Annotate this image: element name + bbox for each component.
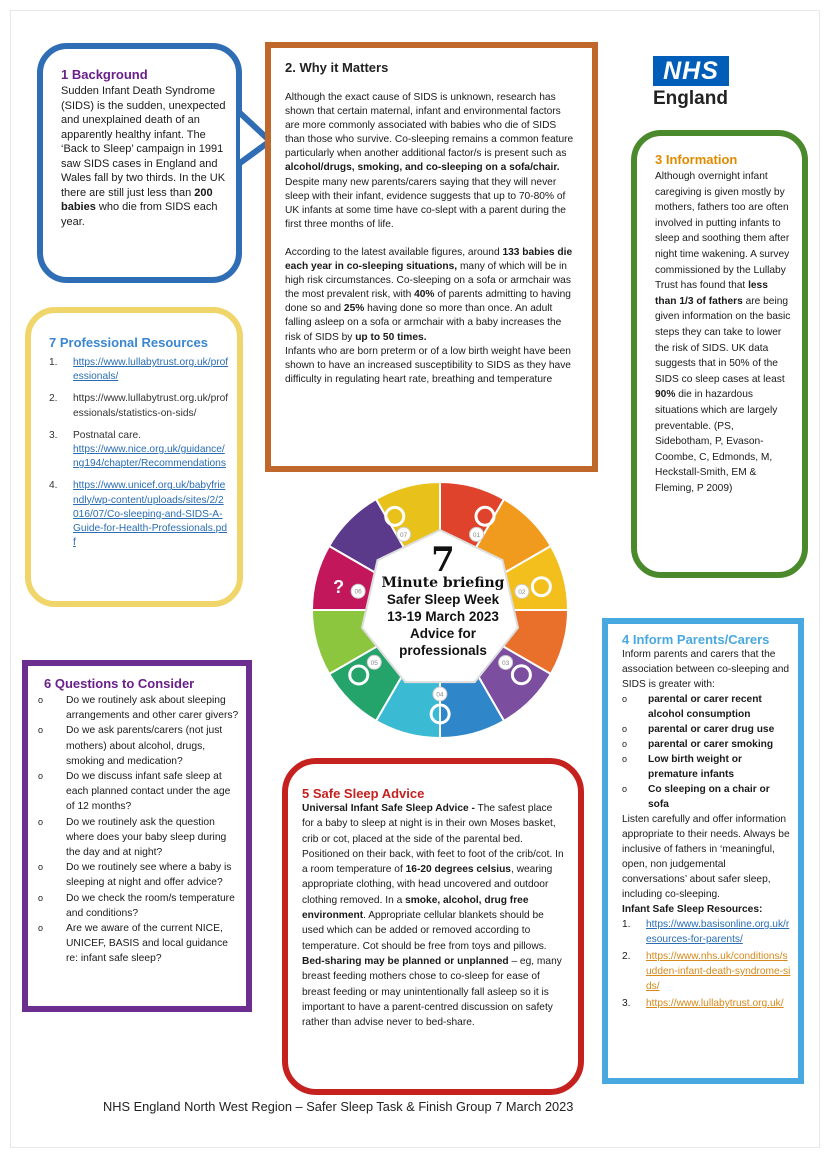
list-item: o Co sleeping on a chair or sofa (622, 784, 770, 810)
svg-text:?: ? (333, 576, 345, 597)
why-title: 2. Why it Matters (285, 60, 389, 75)
why-paragraph-3: Infants who are born preterm or of a low birth weight have been shown to have an increased susceptibility to SIDS as they have difficulty in regulating heart rate, breathing and temperature (285, 345, 571, 385)
safe-text: Universal Infant Safe Sleep Advice - The safest place for a baby to sleep at night is in their own Moses basket, crib or cot, placed at the side of the parental bed. Positioned on their back, with feet to foot of the crib/cot. In a room temperature of 16-20 degrees celsius, wearing appropriate clothing, with head uncovered and outdoor clothing removed. In a smoke, alcohol, drug free environment. Appropriate cellular blankets should be used which can be added or removed according to temperature. Cot should be free from toys and pillows. (302, 803, 564, 952)
wheel-line-4: Advice for (409, 626, 477, 641)
resource-link[interactable]: https://www.nhs.uk/conditions/sudden-infant-death-syndrome-sids/ (646, 951, 791, 992)
professional-resources-box (25, 307, 243, 607)
list-item: 1. https://www.lullabytrust.org.uk/professionals/ (49, 357, 229, 383)
safe-title: 5 Safe Sleep Advice (302, 786, 425, 801)
wheel-marker-label: 01 (472, 531, 481, 539)
wheel-line-3: 13-19 March 2023 (387, 609, 499, 624)
why-paragraph-1: Although the exact cause of SIDS is unknown, research has shown that certain maternal, infant and environmental factors are more commonly associated with babies who die of SIDS than those who survive. Co-sleeping remains a common feature particularly when another additional factor/s is present such as alcohol/drugs, smoking, and co-sleeping on a sofa/chair. Despite many new parents/carers saying that they will never sleep with their infant, evidence suggests that up to 70-80% of UK infants at some time have co-slept with a parent during the first three months of life. (285, 92, 574, 230)
nhs-logo-england: England (653, 88, 728, 109)
background-title: 1 Background (61, 67, 148, 82)
resource-label: Postnatal care. (73, 429, 141, 441)
nhs-logo-mark: NHS (653, 56, 729, 86)
list-item: o Do we routinely ask about sleeping arrangements and other carer givers? (38, 695, 239, 722)
professional-title: 7 Professional Resources (49, 335, 208, 350)
questions-title: 6 Questions to Consider (44, 676, 195, 691)
list-item: o parental or carer recent alcohol consumption (622, 694, 762, 720)
list-item: 2. https://www.lullabytrust.org.uk/professionals/statistics-on-sids/ (49, 392, 229, 420)
list-item: 3. Postnatal care. https://www.nice.org.uk/guidance/ng194/chapter/Recommendations (49, 429, 226, 470)
list-item: o parental or carer drug use (622, 724, 775, 735)
wheel-title (368, 540, 518, 659)
inform-title: 4 Inform Parents/Carers (622, 632, 770, 647)
background-box (37, 43, 242, 283)
wheel-marker-label: 05 (370, 659, 378, 667)
wheel-number: 7 (431, 540, 455, 580)
safe-sleep-box (282, 758, 584, 1095)
list-item: o Do we routinely see where a baby is sleeping at night and offer advice? (38, 862, 232, 889)
information-box (631, 130, 808, 578)
list-item: 3. https://www.lullabytrust.org.uk/ (622, 998, 784, 1009)
wheel-marker-label: 06 (354, 588, 362, 596)
list-item: o Do we routinely ask the question where does your baby sleep during the day and at night? (38, 816, 227, 859)
nhs-england-logo (653, 56, 733, 110)
list-item: o parental or carer smoking (622, 739, 774, 750)
list-item: o Low birth weight or premature infants (622, 754, 742, 780)
list-item: 1. https://www.basisonline.org.uk/resources-for-parents/ (622, 917, 792, 947)
safe-bed-sharing: Bed-sharing may be planned or unplanned – eg, many breast feeding mothers chose to co-sleep for ease of breast feeding or may unintentionally fall asleep so it is important to have a parent-centred discussion on safety rather than advise never to bed-share. (302, 955, 562, 1029)
wheel-marker-label: 03 (501, 659, 510, 667)
resource-link[interactable]: https://www.basisonline.org.uk/resources-for-parents/ (646, 919, 790, 945)
list-item: o Do we ask parents/carers (not just mothers) about alcohol, drugs, smoking and medication? (38, 725, 223, 767)
why-paragraph-2: According to the latest available figures, around 133 babies die each year in co-sleeping situations, many of which will be in high risk circumstances. Co-sleeping on a sofa or armchair was the most prevalent risk, with 40% of parents admitting to having done so and 25% having done so more than once. An adult falling asleep on a sofa or armchair with a baby increases the risk of SIDS by up to 50 times. (285, 246, 573, 343)
inform-outro: Listen carefully and offer information appropriate to their needs. Always be inclusive of fathers in ‘meaningful, open, non judgemental conversations’ about safer sleep, including co-sleeping. (622, 814, 790, 900)
wheel-marker-label: 04 (436, 691, 444, 699)
inform-parents-box (602, 618, 804, 1084)
resource-link[interactable]: https://www.lullabytrust.org.uk/ (646, 998, 784, 1009)
wheel-line-2: Safer Sleep Week (386, 592, 500, 607)
information-text: Although overnight infant caregiving is given mostly by mothers, fathers too are often involved in putting infants to sleep and soothing them after night time wakening. A survey commissioned by the Lullaby Trust has found that less than 1/3 of fathers are being given information on the basic steps they can take to lower the risk of SIDS. UK data suggests that in 50% of the SIDS co sleep cases at least 90% die in hazardous situations which are largely preventable. (PS, Sidebotham, P, Evason-Coombe, C, Edmonds, M, Heckstall-Smith, EM & Fleming, P 2009) (655, 171, 791, 494)
resource-text: https://www.lullabytrust.org.uk/professionals/statistics-on-sids/ (73, 393, 229, 419)
inform-list (622, 692, 792, 812)
resource-link[interactable]: https://www.unicef.org.uk/babyfriendly/wp-content/uploads/sites/2/2016/07/Co-sleeping-and-SIDS-A-Guide-for-Health-Professionals.pdf (73, 480, 228, 549)
inform-links (622, 917, 792, 1011)
why-it-matters-box (265, 42, 598, 472)
list-item: o Do we discuss infant safe sleep at each planned contact under the age of 12 months? (38, 771, 231, 813)
wheel-marker-label: 07 (400, 531, 408, 539)
inform-resources-title: Infant Safe Sleep Resources: (622, 904, 763, 915)
background-text: Sudden Infant Death Syndrome (SIDS) is the sudden, unexpected and unexplained death of an apparently healthy infant. The ‘Back to Sleep’ campaign in 1991 saw SIDS cases in England and Wales fall by two thirds. In the UK there are still just less than 200 babies who die from SIDS each year. (61, 85, 226, 228)
resource-link[interactable]: https://www.lullabytrust.org.uk/professionals/ (73, 357, 229, 383)
questions-list (38, 693, 240, 967)
inform-intro: Inform parents and carers that the association between co-sleeping and SIDS is greater with: (622, 649, 790, 690)
list-item: 4. https://www.unicef.org.uk/babyfriendly/wp-content/uploads/sites/2/2016/07/Co-sleeping-and-SIDS-A-Guide-for-Health-Professionals.pdf (49, 480, 228, 549)
resource-link[interactable]: https://www.nice.org.uk/guidance/ng194/chapter/Recommendations (73, 444, 226, 470)
professional-list (49, 356, 229, 550)
wheel-marker-label: 02 (518, 588, 526, 596)
wheel-line-5: professionals (399, 643, 487, 658)
wheel-line-1: Minute briefing (381, 575, 505, 591)
questions-box (22, 660, 252, 1012)
information-title: 3 Information (655, 152, 738, 167)
list-item: o Are we aware of the current NICE, UNICEF, BASIS and local guidance re: infant safe sleep? (38, 923, 228, 965)
footer: NHS England North West Region – Safer Sleep Task & Finish Group 7 March 2023 (103, 1099, 574, 1114)
list-item: o Do we check the room/s temperature and conditions? (38, 892, 235, 919)
list-item: 2. https://www.nhs.uk/conditions/sudden-infant-death-syndrome-sids/ (622, 951, 791, 992)
